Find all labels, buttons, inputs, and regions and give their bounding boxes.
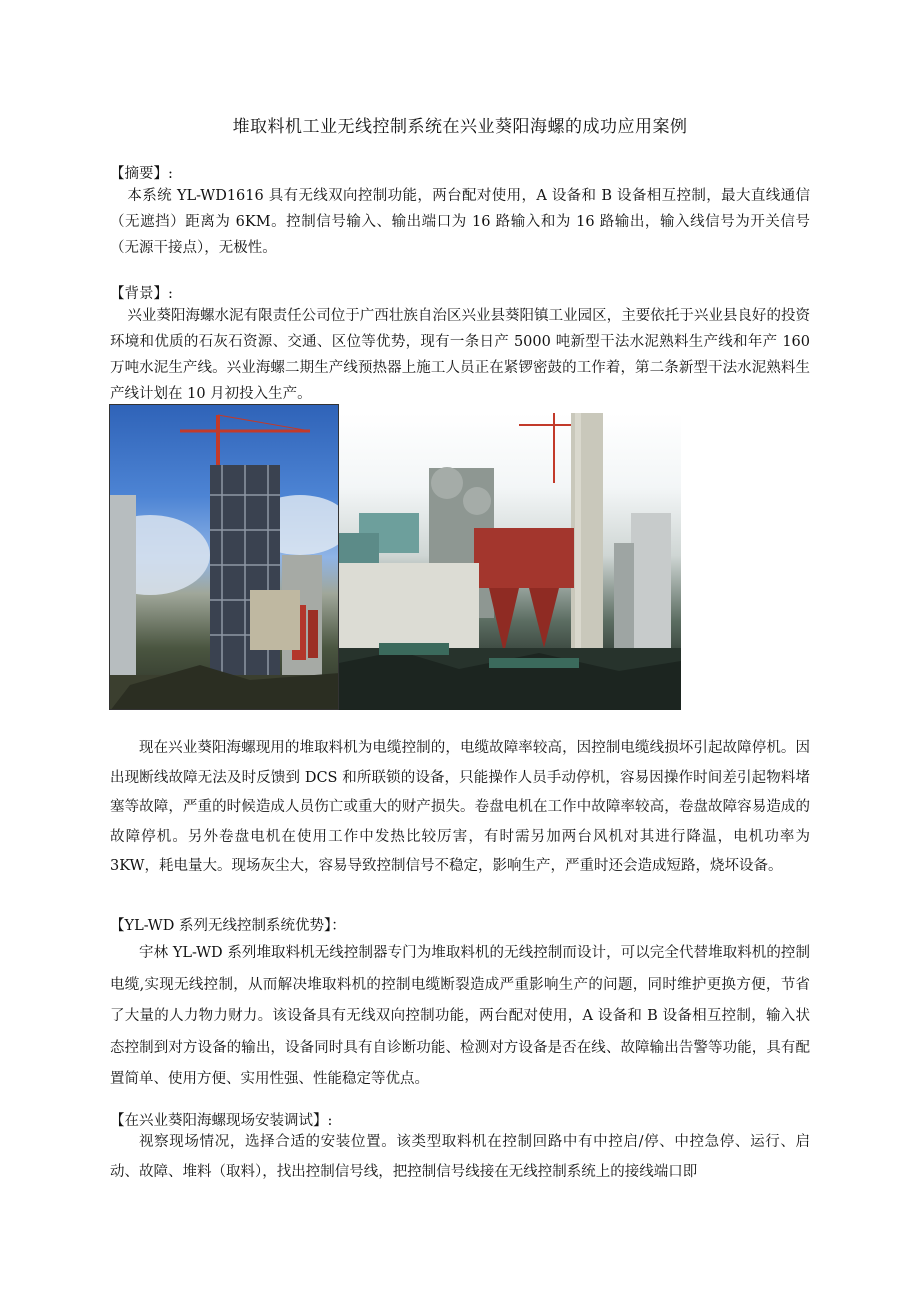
background-heading: 【背景】: [110, 286, 173, 302]
plant-tower-illustration [110, 405, 339, 710]
problem-paragraph: 现在兴业葵阳海螺现用的堆取料机为电缆控制的，电缆故障率较高，因控制电缆线损坏引起故障停机。因出现断线故障无法及时反馈到 DCS 和所联锁的设备，只能操作人员手动停机，容易因操作时间差引起物料堵塞等故障，严重的时候造成人员伤亡或重大的财产损失。卷盘电机在工作中故障率较高，卷盘故障容易造成的故障停机。另外卷盘电机在使用工作中发热比较厉害，有时需另加两台风机对其进行降温，电机功率为 3KW，耗电量大。现场灰尘大，容易导致控制信号不稳定，影响生产，严重时还会造成短路，烧坏设备。 [110, 740, 810, 874]
abstract-section [110, 183, 810, 261]
cement-plant-illustration [339, 413, 681, 710]
advantages-section [110, 938, 810, 1096]
plant-tower-photo [109, 404, 339, 710]
installation-heading: 【在兴业葵阳海螺现场安装调试】: [110, 1113, 333, 1129]
problem-section [110, 734, 810, 882]
installation-paragraph: 视察现场情况，选择合适的安装位置。该类型取料机在控制回路中有中控启/停、中控急停、运行、启动、故障、堆料（取料），找出控制信号线，把控制信号线接在无线控制系统上的接线端口即 [110, 1134, 810, 1180]
advantages-paragraph: 宇林 YL-WD 系列堆取料机无线控制器专门为堆取料机的无线控制而设计，可以完全代替堆取料机的控制电缆,实现无线控制，从而解决堆取料机的控制电缆断裂造成严重影响生产的问题，同时维护更换方便，节省了大量的人力物力财力。该设备具有无线双向控制功能，两台配对使用，A 设备和 B 设备相互控制，输入状态控制到对方设备的输出，设备同时具有自诊断功能、检测对方设备是否在线、故障输出告警等功能，具有配置简单、使用方便、实用性强、性能稳定等优点。 [110, 945, 810, 1087]
installation-section [110, 1128, 810, 1187]
advantages-heading: 【YL-WD 系列无线控制系统优势】： [110, 918, 346, 934]
abstract-heading: 【摘要】: [110, 166, 173, 182]
abstract-paragraph: 本系统 YL-WD1616 具有无线双向控制功能，两台配对使用，A 设备和 B 设备相互控制，最大直线通信（无遮挡）距离为 6KM。控制信号输入、输出端口为 16 路输入和为 16 路输出，输入线信号为开关信号（无源干接点），无极性。 [110, 188, 810, 256]
background-paragraph: 兴业葵阳海螺水泥有限责任公司位于广西壮族自治区兴业县葵阳镇工业园区，主要依托于兴业县良好的投资环境和优质的石灰石资源、交通、区位等优势，现有一条日产 5000 吨新型干法水泥熟料生产线和年产 160 万吨水泥生产线。兴业海螺二期生产线预热器上施工人员正在紧锣密鼓的工作着，第二条新型干法水泥熟料生产线计划在 10 月初投入生产。 [110, 308, 810, 402]
document-title: 堆取料机工业无线控制系统在兴业葵阳海螺的成功应用案例 [232, 117, 688, 137]
background-section [110, 303, 810, 407]
cement-plant-photo [339, 413, 681, 710]
